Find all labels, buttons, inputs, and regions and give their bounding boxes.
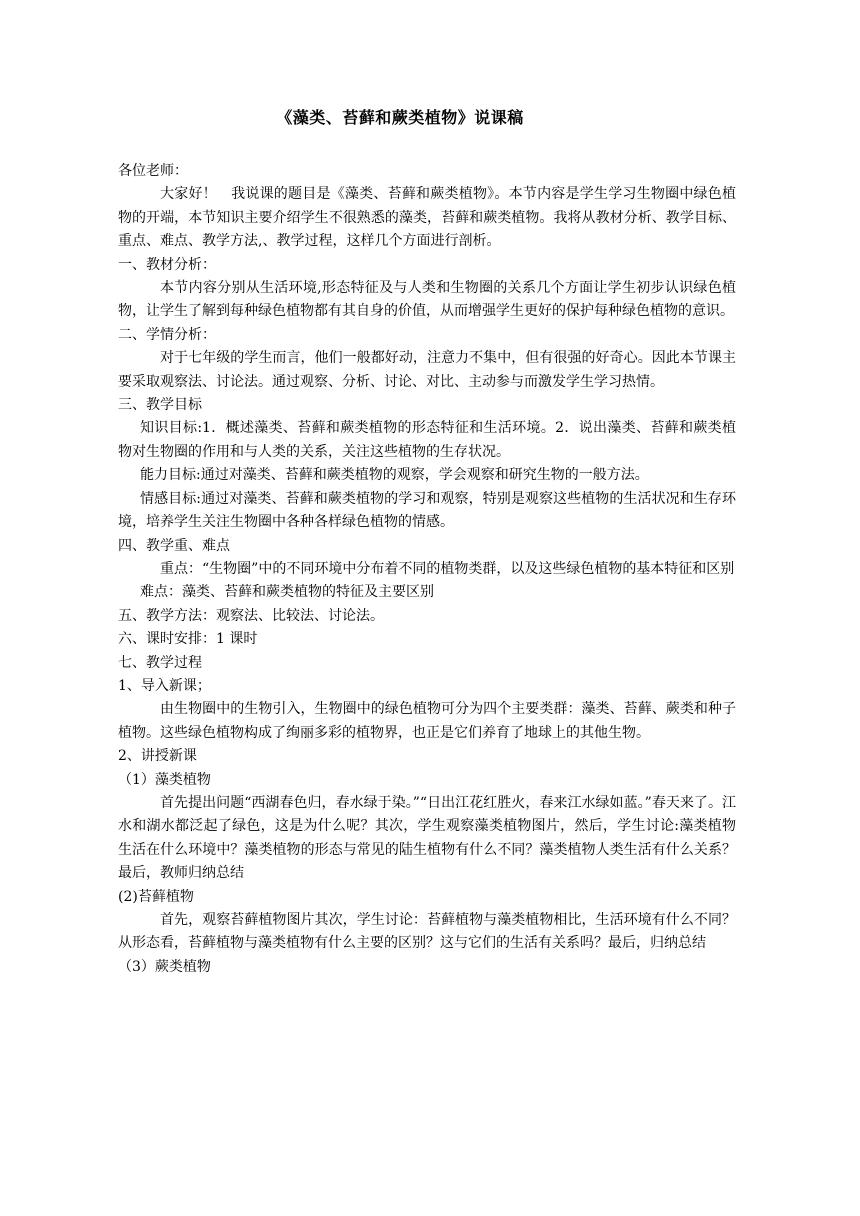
section-heading-7: 七、教学过程 xyxy=(118,654,202,671)
knowledge-goal: 知识目标:1．概述藻类、苔藓和蕨类植物的形态特征和生活环境。2．说出藻类、苔藓和蕨类植物对生物圈的作用和与人类的关系，关注这些植物的生存状况。 xyxy=(118,420,736,460)
paragraph: 由生物圈中的生物引入，生物圈中的绿色植物可分为四个主要类群：藻类、苔藓、蕨类和种子植物。这些绿色植物构成了绚丽多彩的植物界，也正是它们养育了地球上的其他生物。 xyxy=(118,701,736,741)
paragraph: 对于七年级的学生而言，他们一般都好动，注意力不集中，但有很强的好奇心。因此本节课主要采取观察法、讨论法。通过观察、分析、讨论、对比、主动参与而激发学生学习热情。 xyxy=(118,350,736,390)
emotion-goal: 情感目标:通过对藻类、苔藓和蕨类植物的学习和观察，特别是观察这些植物的生活状况和生存环境，培养学生关注生物圈中各种各样绿色植物的情感。 xyxy=(118,490,736,531)
paragraph: 本节内容分别从生活环境,形态特征及与人类和生物圈的关系几个方面让学生初步认识绿色植物，让学生了解到每种绿色植物都有其自身的价值，从而增强学生更好的保护每种绿色植物的意识。 xyxy=(118,280,736,320)
section-heading-3: 三、教学目标 xyxy=(118,397,202,414)
subheading-1: 1、导入新课； xyxy=(118,677,211,694)
paragraph: 首先提出问题“西湖春色归，春水绿于染。”“日出江花红胜火，春来江水绿如蓝。”春天来了。江水和湖水都泛起了绿色，这是为什么呢？其次，学生观察藻类植物图片，然后，学生讨论:藻类植物生活在什么环境中？藻类植物的形态与常见的陆生植物有什么不同？藻类植物人类生活有什么关系？最后，教师归纳总结 xyxy=(118,794,736,882)
sub-subheading-3: （3）蕨类植物 xyxy=(118,958,211,975)
section-heading-5: 五、教学方法：观察法、比较法、讨论法。 xyxy=(118,607,384,624)
ability-goal: 能力目标:通过对藻类、苔藓和蕨类植物的观察，学会观察和研究生物的一般方法。 xyxy=(140,467,649,484)
section-heading-1: 一、教材分析： xyxy=(118,256,216,273)
section-heading-2: 二、学情分析： xyxy=(118,326,216,343)
section-heading-4: 四、教学重、难点 xyxy=(118,537,230,554)
paragraph: 首先，观察苔藓植物图片其次，学生讨论：苔藓植物与藻类植物相比，生活环境有什么不同？从形态看，苔藓植物与藻类植物有什么主要的区别？这与它们的生活有关系吗？最后，归纳总结 xyxy=(118,912,736,952)
intro-paragraph: 大家好！ 我说课的题目是《藻类、苔藓和蕨类植物》。本节内容是学生学习生物圈中绿色植物的开端，本节知识主要介绍学生不很熟悉的藻类，苔藓和蕨类植物。我将从教材分析、教学目标、重点、难点、教学方法,、教学过程，这样几个方面进行剖析。 xyxy=(118,186,736,250)
difficult-point: 难点：藻类、苔藓和蕨类植物的特征及主要区别 xyxy=(140,584,434,601)
key-point: 重点：“生物圈”中的不同环境中分布着不同的植物类群，以及这些绿色植物的基本特征和区别 xyxy=(160,560,735,577)
subheading-2: 2、讲授新课 xyxy=(118,748,197,765)
greeting: 各位老师： xyxy=(118,163,188,179)
sub-subheading-1: （1）藻类植物 xyxy=(118,771,211,788)
document-title: 《藻类、苔藓和蕨类植物》说课稿 xyxy=(276,108,524,127)
sub-subheading-2: (2)苔藓植物 xyxy=(118,888,194,905)
section-heading-6: 六、课时安排：1 课时 xyxy=(118,631,258,648)
document-body xyxy=(118,160,736,979)
